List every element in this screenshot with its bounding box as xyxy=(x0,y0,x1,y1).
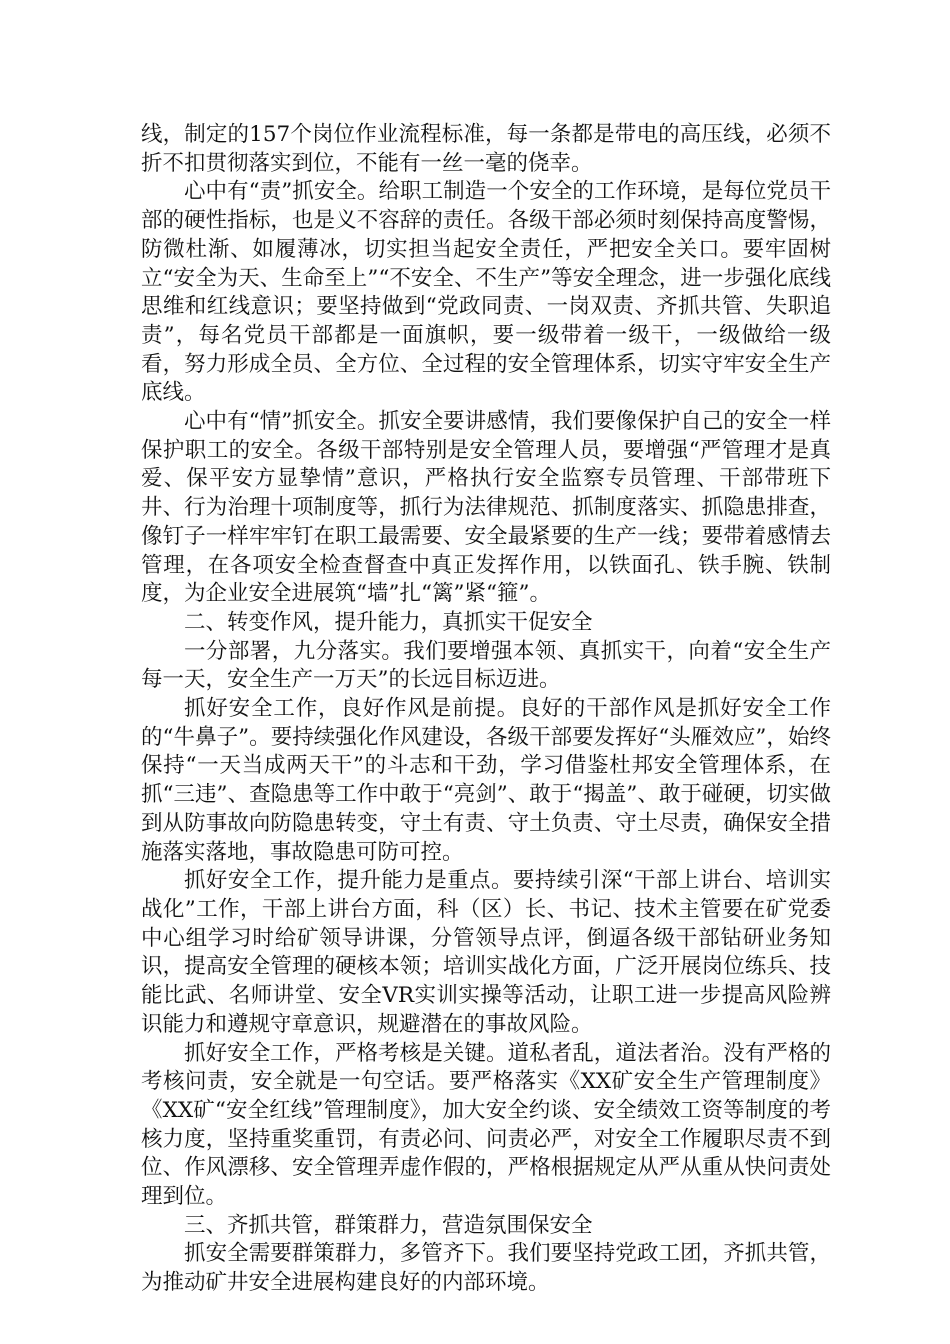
paragraph-joint-management: 抓安全需要群策群力，多管齐下。我们要坚持党政工团，齐抓共管，为推动矿井安全进展构建良好的内部环境。 xyxy=(141,1241,831,1296)
paragraph-affection: 心中有“情”抓安全。抓安全要讲感情，我们要像保护自己的安全一样保护职工的安全。各级干部特别是安全管理人员，要增强“严管理才是真爱、保平安方显挚情”意识，严格执行安全监察专员管理、干部带班下井、行为治理十项制度等，抓行为法律规范、抓制度落实、抓隐患排查，像钉子一样牢牢钉在职工最需要、安全最紧要的生产一线；要带着感情去管理，在各项安全检查督查中真正发挥作用，以铁面孔、铁手腕、铁制度，为企业安全进展筑“墙”扎“篱”紧“箍”。 xyxy=(141,409,831,607)
paragraph-work-style: 抓好安全工作，良好作风是前提。良好的干部作风是抓好安全工作的“牛鼻子”。要持续强化作风建设，各级干部要发挥好“头雁效应”，始终保持“一天当成两天干”的斗志和干劲，学习借鉴杜邦安全管理体系，在抓“三违”、查隐患等工作中敢于“亮剑”、敢于“揭盖”、敢于碰硬，切实做到从防事故向防隐患转变，守土有责、守土负责、守土尽责，确保安全措施落实落地，事故隐患可防可控。 xyxy=(141,696,831,865)
document-body xyxy=(141,121,831,1298)
paragraph-continuation: 线，制定的157个岗位作业流程标准，每一条都是带电的高压线，必须不折不扣贯彻落实到位，不能有一丝一毫的侥幸。 xyxy=(141,122,831,176)
section-heading-3: 三、齐抓共管，群策群力，营造氛围保安全 xyxy=(184,1212,593,1238)
section-heading-2: 二、转变作风，提升能力，真抓实干促安全 xyxy=(184,609,593,635)
paragraph-responsibility: 心中有“责”抓安全。给职工制造一个安全的工作环境，是每位党员干部的硬性指标，也是义不容辞的责任。各级干部必须时刻保持高度警惕，防微杜渐、如履薄冰，切实担当起安全责任，严把安全关口。要牢固树立“安全为天、生命至上”“不安全、不生产”等安全理念，进一步强化底线思维和红线意识；要坚持做到“党政同责、一岗双责、齐抓共管、失职追责”，每名党员干部都是一面旗帜，要一级带着一级干，一级做给一级看，努力形成全员、全方位、全过程的安全管理体系，切实守牢安全生产底线。 xyxy=(141,179,831,406)
paragraph-assessment: 抓好安全工作，严格考核是关键。道私者乱，道法者治。没有严格的考核问责，安全就是一句空话。要严格落实《XX矿安全生产管理制度》《XX矿“安全红线”管理制度》，加大安全约谈、安全绩效工资等制度的考核力度，坚持重奖重罚，有责必问、问责必严，对安全工作履职尽责不到位、作风漂移、安全管理弄虚作假的，严格根据规定从严从重从快问责处理到位。 xyxy=(141,1040,831,1210)
paragraph-deployment: 一分部署，九分落实。我们要增强本领、真抓实干，向着“安全生产每一天，安全生产一万天”的长远目标迈进。 xyxy=(141,638,831,693)
paragraph-capability: 抓好安全工作，提升能力是重点。要持续引深“干部上讲台、培训实战化”工作，干部上讲台方面，科（区）长、书记、技术主管要在矿党委中心组学习时给矿领导讲课，分管领导点评，倒逼各级干部钻研业务知识，提高安全管理的硬核本领；培训实战化方面，广泛开展岗位练兵、技能比武、名师讲堂、安全VR实训实操等活动，让职工进一步提高风险辨识能力和遵规守章意识，规避潜在的事故风险。 xyxy=(141,868,831,1037)
